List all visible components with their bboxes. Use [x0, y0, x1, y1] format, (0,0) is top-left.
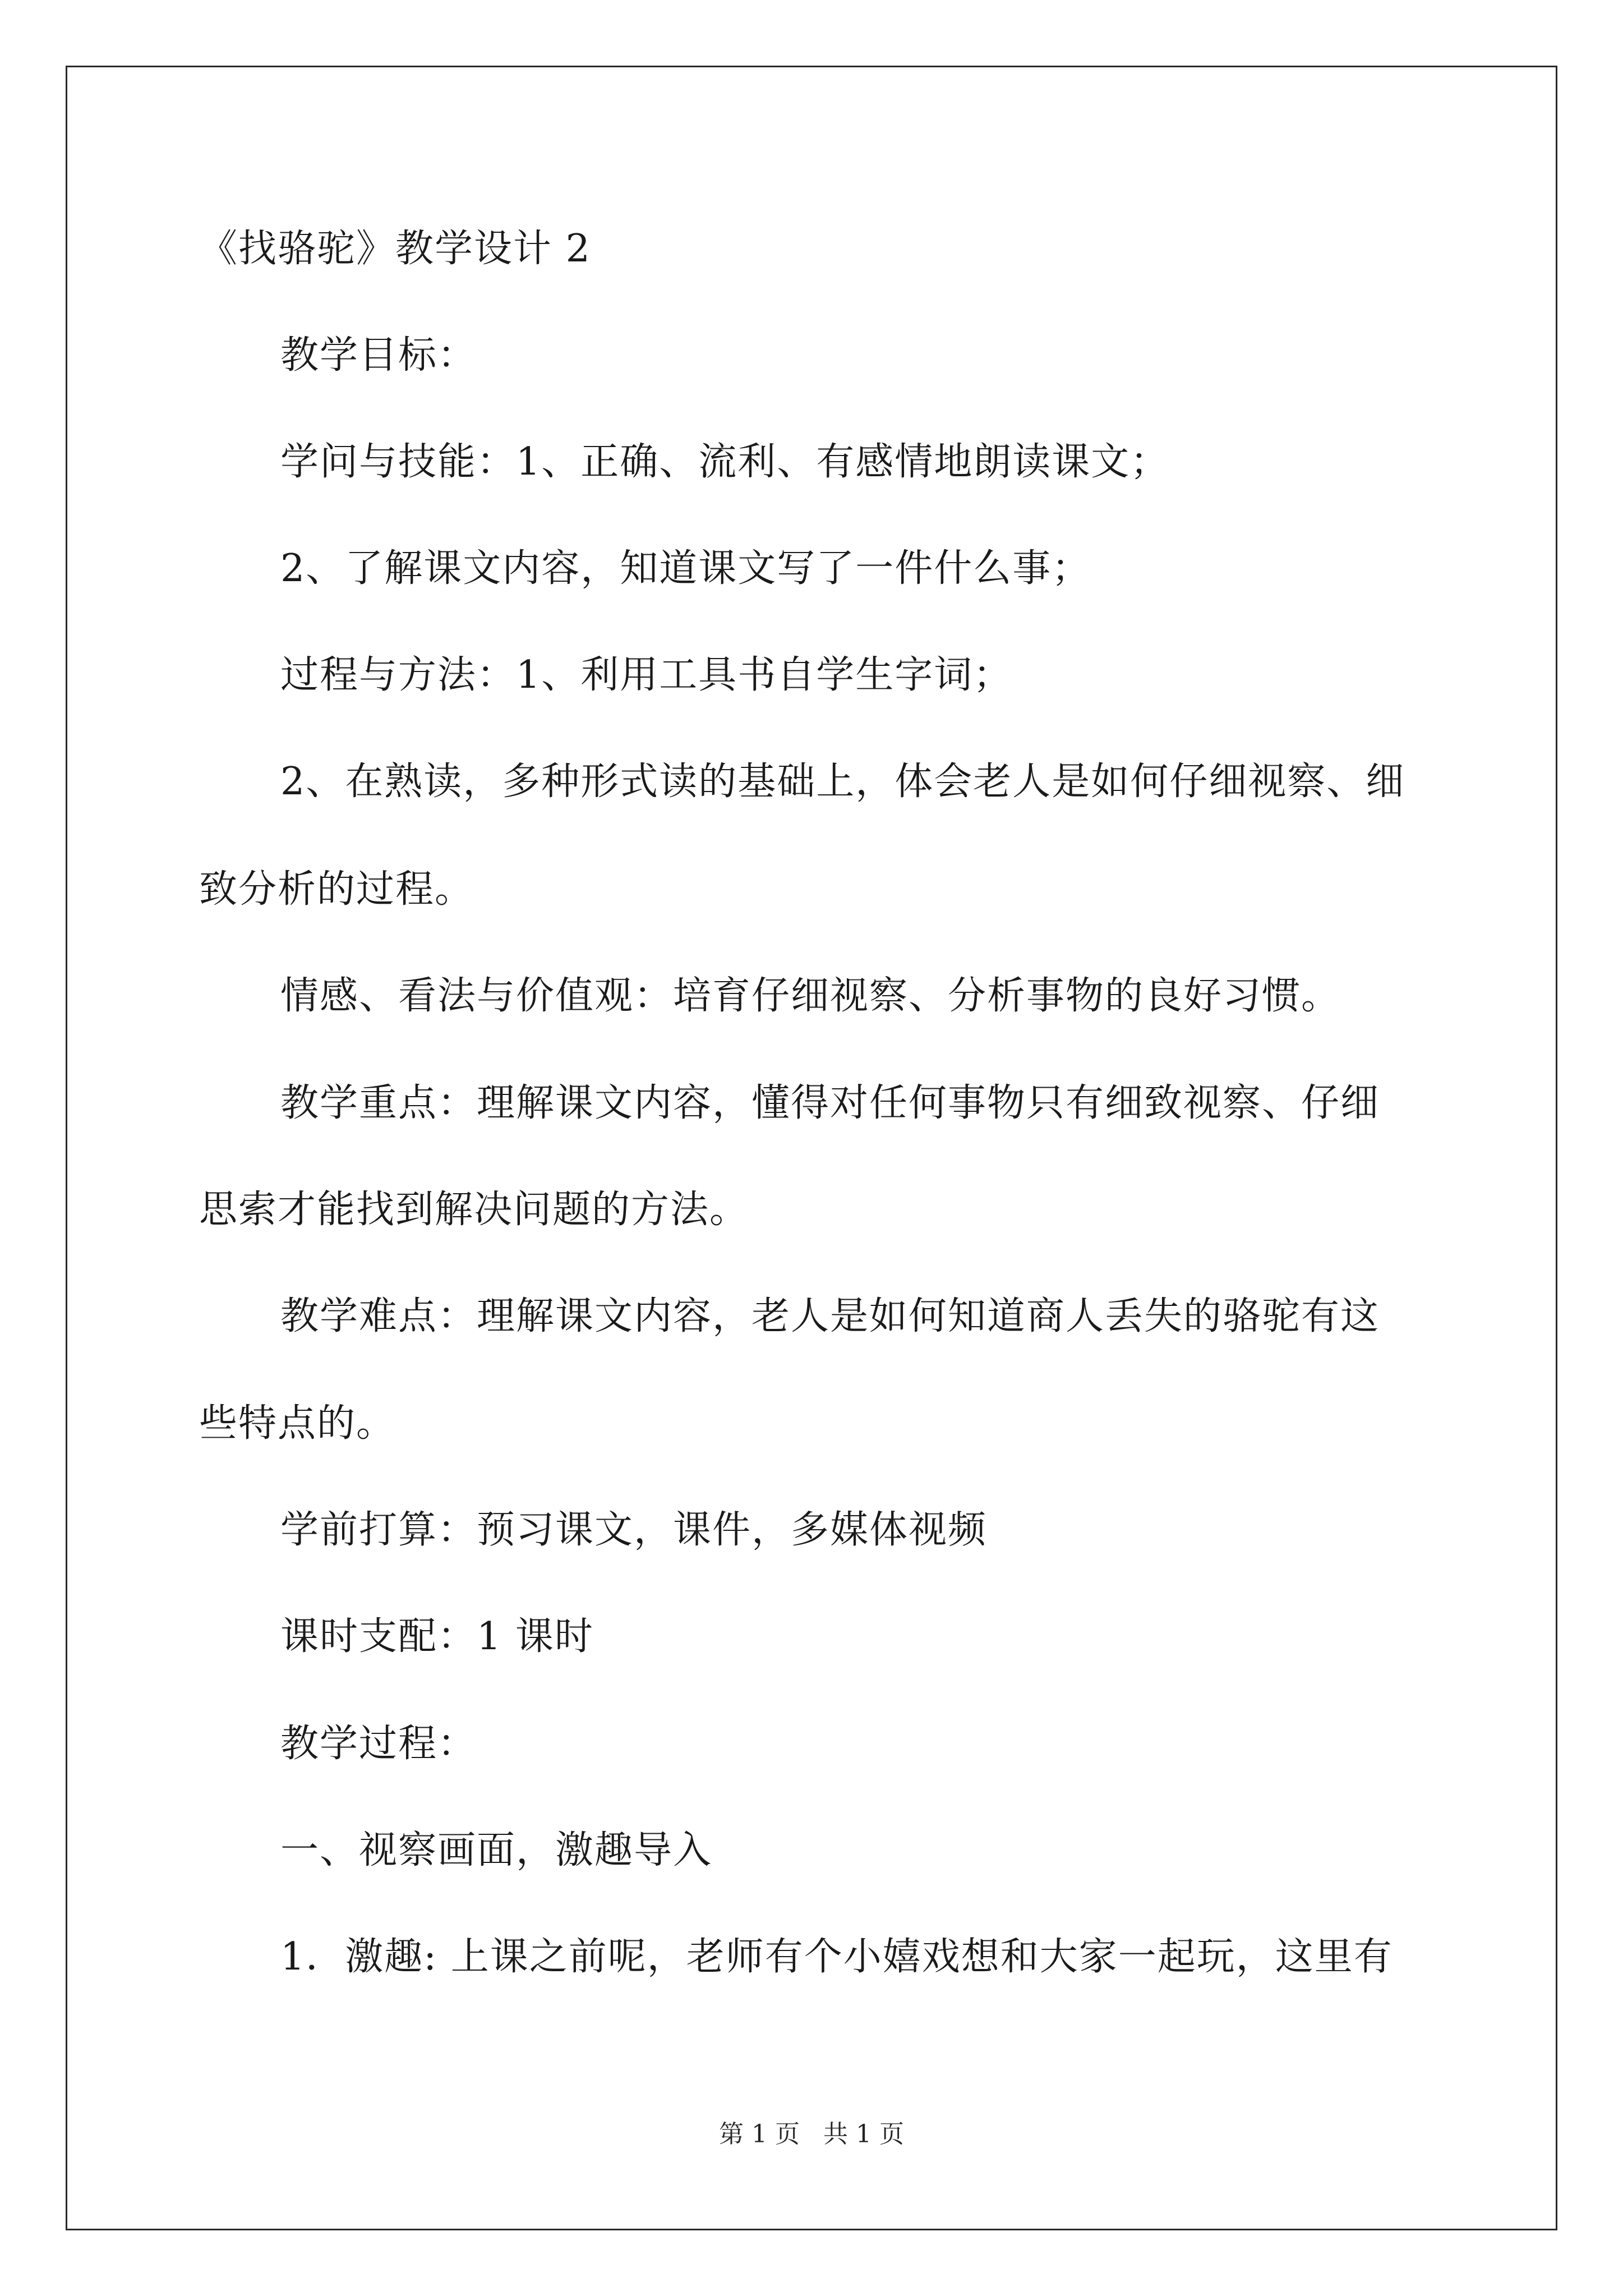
body-line: 课时支配：1 课时: [280, 1614, 594, 1659]
body-line: 一、视察画面，激趣导入: [280, 1828, 713, 1872]
body-line: 思索才能找到解决问题的方法。: [199, 1188, 749, 1232]
page-number-footer: 第 1 页 共 1 页: [719, 2120, 904, 2148]
body-line: 致分析的过程。: [199, 867, 474, 912]
body-line: 教学重点：理解课文内容，懂得对任何事物只有细致视察、仔细: [280, 1081, 1380, 1125]
page-border: [66, 66, 1557, 2230]
body-line: 些特点的。: [199, 1401, 396, 1446]
document-title: 《找骆驼》教学设计 2: [199, 227, 591, 271]
body-line: 学问与技能：1、正确、流利、有感情地朗读课文；: [280, 440, 1170, 484]
body-line: 1．激趣: 上课之前呢，老师有个小嬉戏想和大家一起玩，这里有: [280, 1935, 1393, 1979]
body-line: 教学难点：理解课文内容，老人是如何知道商人丢失的骆驼有这: [280, 1294, 1380, 1338]
body-line: 2、在熟读，多种形式读的基础上，体会老人是如何仔细视察、细: [280, 760, 1405, 804]
body-line: 教学目标：: [280, 333, 477, 378]
body-line: 学前打算：预习课文，课件，多媒体视频: [280, 1508, 988, 1552]
body-line: 过程与方法：1、利用工具书自学生字词；: [280, 653, 1013, 697]
body-line: 教学过程：: [280, 1722, 477, 1766]
body-line: 2、了解课文内容，知道课文写了一件什么事；: [280, 546, 1091, 591]
body-line: 情感、看法与价值观：培育仔细视察、分析事物的良好习惯。: [280, 974, 1341, 1018]
